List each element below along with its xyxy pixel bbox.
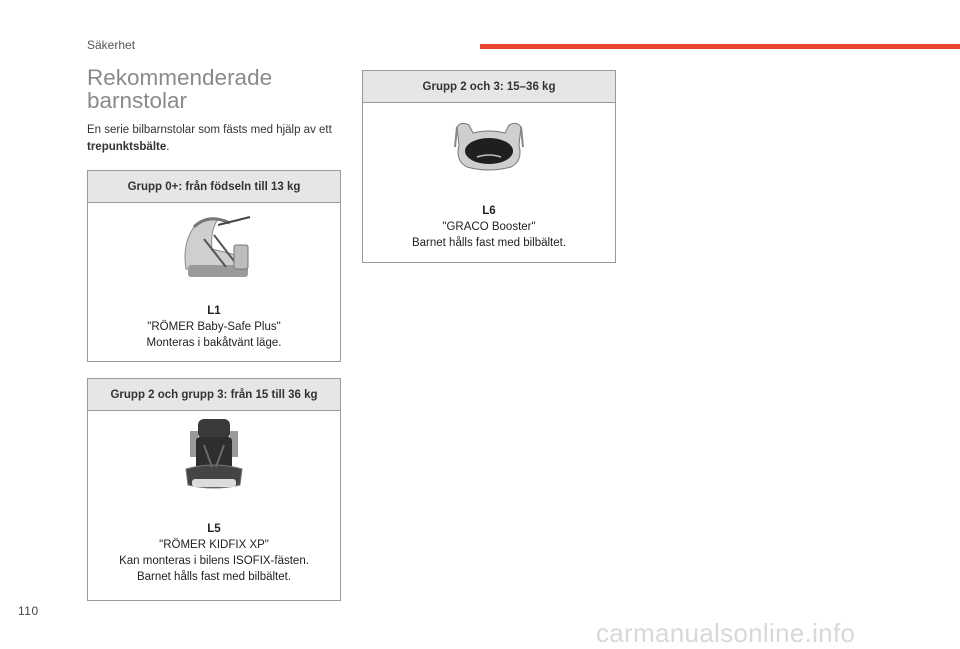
watermark: carmanualsonline.info	[596, 618, 856, 648]
intro-text	[87, 122, 347, 156]
seat-code: L1	[207, 305, 221, 317]
page-title	[87, 66, 272, 112]
seat-name: "GRACO Booster"	[442, 221, 536, 233]
seat-caption	[363, 203, 615, 251]
high-back-booster-image	[182, 417, 246, 493]
intro-end: .	[166, 141, 170, 153]
seat-code: L6	[482, 205, 496, 217]
box-body	[88, 411, 340, 600]
box-body	[363, 103, 615, 262]
booster-cushion-image	[451, 117, 527, 175]
seat-note: Kan monteras i bilens ISOFIX-fästen.	[119, 555, 309, 567]
accent-bar	[480, 44, 960, 49]
intro-bold: trepunktsbälte	[87, 141, 167, 153]
seat-name: "RÖMER Baby-Safe Plus"	[147, 321, 281, 333]
seat-box-group0	[87, 170, 341, 362]
box-body	[88, 203, 340, 361]
seat-note: Barnet hålls fast med bilbältet.	[136, 571, 292, 583]
section-label: Säkerhet	[87, 38, 136, 52]
intro-plain: En serie bilbarnstolar som fästs med hjälp av ett	[87, 124, 332, 136]
infant-carrier-image	[174, 209, 254, 285]
seat-box-graco	[362, 70, 616, 263]
title-line-1: Rekommenderade	[87, 65, 273, 90]
seat-note: Monteras i bakåtvänt läge.	[146, 337, 282, 349]
page-number: 110	[18, 604, 39, 618]
seat-caption	[88, 303, 340, 351]
title-line-2: barnstolar	[87, 88, 188, 113]
box-header: Grupp 2 och grupp 3: från 15 till 36 kg	[88, 379, 340, 411]
box-header: Grupp 0+: från födseln till 13 kg	[88, 171, 340, 203]
box-header: Grupp 2 och 3: 15–36 kg	[363, 71, 615, 103]
seat-box-group2-3	[87, 378, 341, 601]
seat-caption	[88, 521, 340, 585]
seat-name: "RÖMER KIDFIX XP"	[159, 539, 269, 551]
seat-code: L5	[207, 523, 221, 535]
seat-note: Barnet hålls fast med bilbältet.	[411, 237, 567, 249]
